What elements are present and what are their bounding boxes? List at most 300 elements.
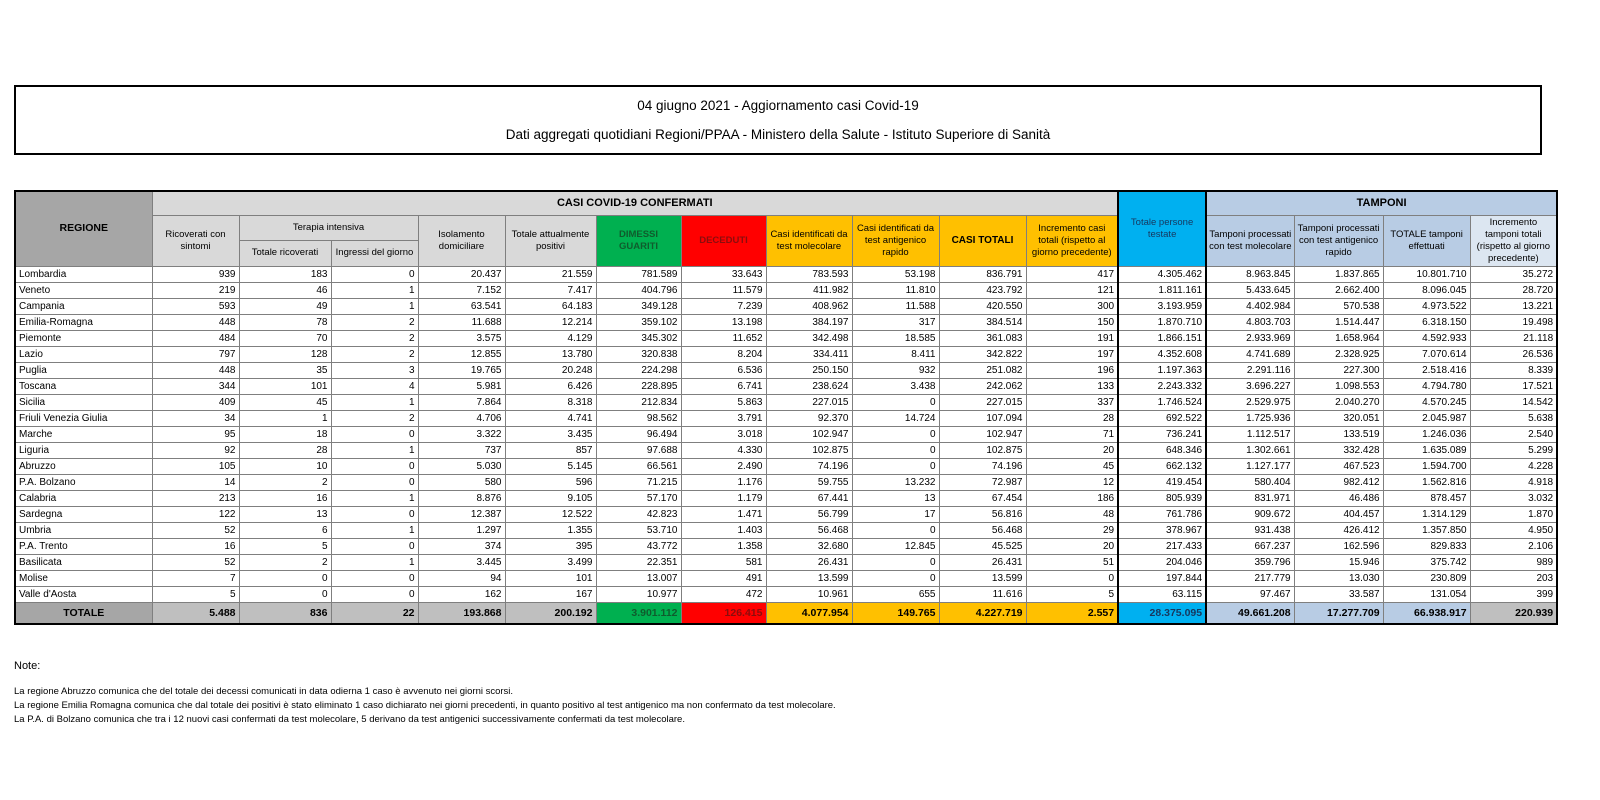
- value-cell: 18.585: [852, 330, 939, 346]
- value-cell: 349.128: [596, 298, 681, 314]
- value-cell: 1.837.865: [1294, 266, 1383, 282]
- header-tamponi-antigenico: Tamponi processati con test antigenico rapido: [1294, 216, 1383, 267]
- value-cell: 21.559: [505, 266, 596, 282]
- covid-data-table: [14, 190, 1558, 625]
- value-cell: 2.518.416: [1383, 362, 1470, 378]
- total-row: [15, 602, 1557, 624]
- value-cell: 1.355: [505, 522, 596, 538]
- value-cell: 12.387: [418, 506, 505, 522]
- value-cell: 150: [1026, 314, 1118, 330]
- region-name-cell: Basilicata: [15, 554, 152, 570]
- value-cell: 580.404: [1206, 474, 1294, 490]
- table-body: [15, 266, 1557, 602]
- value-cell: 909.672: [1206, 506, 1294, 522]
- value-cell: 122: [152, 506, 239, 522]
- table-row: [15, 554, 1557, 570]
- value-cell: 56.799: [766, 506, 852, 522]
- report-title-line1: 04 giugno 2021 - Aggiornamento casi Covid-19: [637, 98, 919, 113]
- value-cell: 1.358: [681, 538, 766, 554]
- value-cell: 8.096.045: [1383, 282, 1470, 298]
- value-cell: 34: [152, 410, 239, 426]
- value-cell: 1.314.129: [1383, 506, 1470, 522]
- value-cell: 4.794.780: [1383, 378, 1470, 394]
- value-cell: 667.237: [1206, 538, 1294, 554]
- value-cell: 491: [681, 570, 766, 586]
- value-cell: 4.741.689: [1206, 346, 1294, 362]
- value-cell: 662.132: [1118, 458, 1206, 474]
- value-cell: 102.947: [939, 426, 1026, 442]
- value-cell: 238.624: [766, 378, 852, 394]
- value-cell: 932: [852, 362, 939, 378]
- value-cell: 342.498: [766, 330, 852, 346]
- value-cell: 19.765: [418, 362, 505, 378]
- value-cell: 805.939: [1118, 490, 1206, 506]
- value-cell: 49: [239, 298, 331, 314]
- table-row: [15, 266, 1557, 282]
- note-line: La regione Abruzzo comunica che del totale dei decessi comunicati in data odierna 1 caso è avvenuto nei giorni scorsi.: [14, 686, 514, 697]
- value-cell: 419.454: [1118, 474, 1206, 490]
- value-cell: 162.596: [1294, 538, 1383, 554]
- value-cell: 20.248: [505, 362, 596, 378]
- value-cell: 48: [1026, 506, 1118, 522]
- value-cell: 375.742: [1383, 554, 1470, 570]
- value-cell: 1: [331, 490, 418, 506]
- value-cell: 102.875: [939, 442, 1026, 458]
- value-cell: 12.522: [505, 506, 596, 522]
- value-cell: 1.811.161: [1118, 282, 1206, 298]
- header-ricoverati-sintomi: Ricoverati con sintomi: [152, 216, 239, 267]
- value-cell: 484: [152, 330, 239, 346]
- value-cell: 217.433: [1118, 538, 1206, 554]
- table-row: [15, 570, 1557, 586]
- value-cell: 71.215: [596, 474, 681, 490]
- value-cell: 1: [331, 394, 418, 410]
- value-cell: 64.183: [505, 298, 596, 314]
- value-cell: 2: [331, 346, 418, 362]
- value-cell: 344: [152, 378, 239, 394]
- value-cell: 3.193.959: [1118, 298, 1206, 314]
- region-name-cell: Piemonte: [15, 330, 152, 346]
- report-title-box: [14, 85, 1542, 155]
- value-cell: 320.051: [1294, 410, 1383, 426]
- value-cell: 4.228: [1470, 458, 1557, 474]
- value-cell: 448: [152, 362, 239, 378]
- value-cell: 0: [852, 426, 939, 442]
- region-name-cell: Sicilia: [15, 394, 152, 410]
- region-name-cell: Umbria: [15, 522, 152, 538]
- value-cell: 426.412: [1294, 522, 1383, 538]
- value-cell: 831.971: [1206, 490, 1294, 506]
- value-cell: 1.514.447: [1294, 314, 1383, 330]
- value-cell: 7.239: [681, 298, 766, 314]
- value-cell: 230.809: [1383, 570, 1470, 586]
- value-cell: 7.864: [418, 394, 505, 410]
- header-incremento-casi: Incremento casi totali (rispetto al giorno precedente): [1026, 216, 1118, 267]
- value-cell: 939: [152, 266, 239, 282]
- value-cell: 12.214: [505, 314, 596, 330]
- value-cell: 59.755: [766, 474, 852, 490]
- value-cell: 4.305.462: [1118, 266, 1206, 282]
- header-band-tamponi: TAMPONI: [1206, 191, 1557, 216]
- value-cell: 1.870: [1470, 506, 1557, 522]
- value-cell: 5: [152, 586, 239, 602]
- value-cell: 6.318.150: [1383, 314, 1470, 330]
- value-cell: 213: [152, 490, 239, 506]
- table-row: [15, 474, 1557, 490]
- value-cell: 989: [1470, 554, 1557, 570]
- value-cell: 7.417: [505, 282, 596, 298]
- value-cell: 4.706: [418, 410, 505, 426]
- total-value-cell: 3.901.112: [596, 602, 681, 624]
- total-value-cell: 22: [331, 602, 418, 624]
- value-cell: 242.062: [939, 378, 1026, 394]
- value-cell: 78: [239, 314, 331, 330]
- value-cell: 212.834: [596, 394, 681, 410]
- value-cell: 8.411: [852, 346, 939, 362]
- value-cell: 74.196: [939, 458, 1026, 474]
- table-row: [15, 362, 1557, 378]
- value-cell: 28: [239, 442, 331, 458]
- value-cell: 17.521: [1470, 378, 1557, 394]
- value-cell: 0: [239, 570, 331, 586]
- value-cell: 5.030: [418, 458, 505, 474]
- value-cell: 1.562.816: [1383, 474, 1470, 490]
- total-value-cell: 149.765: [852, 602, 939, 624]
- header-attualmente-positivi: Totale attualmente positivi: [505, 216, 596, 267]
- value-cell: 4.950: [1470, 522, 1557, 538]
- total-value-cell: 220.939: [1470, 602, 1557, 624]
- table-row: [15, 298, 1557, 314]
- value-cell: 404.457: [1294, 506, 1383, 522]
- value-cell: 16: [239, 490, 331, 506]
- value-cell: 11.688: [418, 314, 505, 330]
- value-cell: 581: [681, 554, 766, 570]
- header-casi-molecolare: Casi identificati da test molecolare: [766, 216, 852, 267]
- value-cell: 982.412: [1294, 474, 1383, 490]
- value-cell: 1: [331, 442, 418, 458]
- header-persone-testate: Totale persone testate: [1118, 191, 1206, 266]
- value-cell: 56.468: [766, 522, 852, 538]
- value-cell: 359.102: [596, 314, 681, 330]
- value-cell: 13.030: [1294, 570, 1383, 586]
- total-value-cell: 17.277.709: [1294, 602, 1383, 624]
- table-row: [15, 282, 1557, 298]
- value-cell: 43.772: [596, 538, 681, 554]
- value-cell: 3: [331, 362, 418, 378]
- value-cell: 857: [505, 442, 596, 458]
- value-cell: 1.197.363: [1118, 362, 1206, 378]
- value-cell: 35.272: [1470, 266, 1557, 282]
- header-deceduti: DECEDUTI: [681, 216, 766, 267]
- table-row: [15, 378, 1557, 394]
- header-dimessi-guariti: DIMESSI GUARITI: [596, 216, 681, 267]
- report-title-line2: Dati aggregati quotidiani Regioni/PPAA - Ministero della Salute - Istituto Superiore di Sanità: [505, 127, 1051, 142]
- total-value-cell: 4.227.719: [939, 602, 1026, 624]
- value-cell: 101: [239, 378, 331, 394]
- value-cell: 98.562: [596, 410, 681, 426]
- value-cell: 52: [152, 522, 239, 538]
- value-cell: 71: [1026, 426, 1118, 442]
- region-name-cell: Friuli Venezia Giulia: [15, 410, 152, 426]
- value-cell: 13.007: [596, 570, 681, 586]
- total-value-cell: 66.938.917: [1383, 602, 1470, 624]
- value-cell: 3.575: [418, 330, 505, 346]
- notes-title: Note:: [14, 660, 41, 672]
- value-cell: 22.351: [596, 554, 681, 570]
- value-cell: 593: [152, 298, 239, 314]
- value-cell: 10.977: [596, 586, 681, 602]
- value-cell: 56.468: [939, 522, 1026, 538]
- value-cell: 570.538: [1294, 298, 1383, 314]
- value-cell: 1.635.089: [1383, 442, 1470, 458]
- value-cell: 596: [505, 474, 596, 490]
- value-cell: 0: [331, 538, 418, 554]
- value-cell: 4.402.984: [1206, 298, 1294, 314]
- value-cell: 378.967: [1118, 522, 1206, 538]
- value-cell: 3.445: [418, 554, 505, 570]
- value-cell: 250.150: [766, 362, 852, 378]
- value-cell: 227.015: [766, 394, 852, 410]
- value-cell: 2.291.116: [1206, 362, 1294, 378]
- value-cell: 4.330: [681, 442, 766, 458]
- total-value-cell: 4.077.954: [766, 602, 852, 624]
- value-cell: 183: [239, 266, 331, 282]
- value-cell: 0: [331, 570, 418, 586]
- value-cell: 580: [418, 474, 505, 490]
- value-cell: 781.589: [596, 266, 681, 282]
- value-cell: 3.322: [418, 426, 505, 442]
- value-cell: 655: [852, 586, 939, 602]
- value-cell: 2: [331, 314, 418, 330]
- value-cell: 45: [1026, 458, 1118, 474]
- table-row: [15, 442, 1557, 458]
- total-value-cell: 5.488: [152, 602, 239, 624]
- value-cell: 17: [852, 506, 939, 522]
- value-cell: 9.105: [505, 490, 596, 506]
- value-cell: 19.498: [1470, 314, 1557, 330]
- value-cell: 0: [331, 506, 418, 522]
- value-cell: 56.816: [939, 506, 1026, 522]
- value-cell: 52: [152, 554, 239, 570]
- value-cell: 92: [152, 442, 239, 458]
- note-line: La regione Emilia Romagna comunica che dal totale dei positivi è stato eliminato 1 caso dichiarato nei giorni precedenti, in quanto positivo al test antigenico ma non confermato da test molecolare.: [14, 700, 836, 711]
- value-cell: 3.018: [681, 426, 766, 442]
- value-cell: 1.302.661: [1206, 442, 1294, 458]
- value-cell: 11.616: [939, 586, 1026, 602]
- value-cell: 13.198: [681, 314, 766, 330]
- value-cell: 102.947: [766, 426, 852, 442]
- value-cell: 14: [152, 474, 239, 490]
- value-cell: 67.454: [939, 490, 1026, 506]
- value-cell: 97.688: [596, 442, 681, 458]
- value-cell: 2.328.925: [1294, 346, 1383, 362]
- value-cell: 332.428: [1294, 442, 1383, 458]
- region-name-cell: Lombardia: [15, 266, 152, 282]
- value-cell: 1: [239, 410, 331, 426]
- value-cell: 5.299: [1470, 442, 1557, 458]
- value-cell: 361.083: [939, 330, 1026, 346]
- value-cell: 11.652: [681, 330, 766, 346]
- value-cell: 1.594.700: [1383, 458, 1470, 474]
- value-cell: 8.876: [418, 490, 505, 506]
- table-row: [15, 314, 1557, 330]
- value-cell: 67.441: [766, 490, 852, 506]
- value-cell: 33.587: [1294, 586, 1383, 602]
- value-cell: 1.403: [681, 522, 766, 538]
- value-cell: 0: [331, 458, 418, 474]
- region-name-cell: Sardegna: [15, 506, 152, 522]
- value-cell: 2: [331, 330, 418, 346]
- value-cell: 8.204: [681, 346, 766, 362]
- value-cell: 878.457: [1383, 490, 1470, 506]
- value-cell: 0: [852, 442, 939, 458]
- value-cell: 26.431: [766, 554, 852, 570]
- value-cell: 2.540: [1470, 426, 1557, 442]
- value-cell: 1.746.524: [1118, 394, 1206, 410]
- value-cell: 14.542: [1470, 394, 1557, 410]
- table-row: [15, 458, 1557, 474]
- value-cell: 334.411: [766, 346, 852, 362]
- value-cell: 384.197: [766, 314, 852, 330]
- value-cell: 467.523: [1294, 458, 1383, 474]
- region-name-cell: Liguria: [15, 442, 152, 458]
- region-name-cell: Marche: [15, 426, 152, 442]
- value-cell: 28.720: [1470, 282, 1557, 298]
- value-cell: 4.741: [505, 410, 596, 426]
- value-cell: 131.054: [1383, 586, 1470, 602]
- value-cell: 4.973.522: [1383, 298, 1470, 314]
- value-cell: 829.833: [1383, 538, 1470, 554]
- total-value-cell: 193.868: [418, 602, 505, 624]
- value-cell: 13.780: [505, 346, 596, 362]
- value-cell: 63.541: [418, 298, 505, 314]
- region-name-cell: Valle d'Aosta: [15, 586, 152, 602]
- value-cell: 3.499: [505, 554, 596, 570]
- value-cell: 3.032: [1470, 490, 1557, 506]
- value-cell: 5: [239, 538, 331, 554]
- value-cell: 251.082: [939, 362, 1026, 378]
- value-cell: 761.786: [1118, 506, 1206, 522]
- value-cell: 167: [505, 586, 596, 602]
- value-cell: 33.643: [681, 266, 766, 282]
- region-name-cell: Veneto: [15, 282, 152, 298]
- value-cell: 13: [239, 506, 331, 522]
- value-cell: 2: [239, 474, 331, 490]
- value-cell: 97.467: [1206, 586, 1294, 602]
- value-cell: 46.486: [1294, 490, 1383, 506]
- value-cell: 105: [152, 458, 239, 474]
- value-cell: 4.352.608: [1118, 346, 1206, 362]
- value-cell: 4.592.933: [1383, 330, 1470, 346]
- value-cell: 96.494: [596, 426, 681, 442]
- region-name-cell: P.A. Trento: [15, 538, 152, 554]
- value-cell: 1.112.517: [1206, 426, 1294, 442]
- table-row: [15, 346, 1557, 362]
- region-name-cell: P.A. Bolzano: [15, 474, 152, 490]
- value-cell: 423.792: [939, 282, 1026, 298]
- table-row: [15, 490, 1557, 506]
- value-cell: 5: [1026, 586, 1118, 602]
- value-cell: 94: [418, 570, 505, 586]
- value-cell: 4: [331, 378, 418, 394]
- table-row: [15, 586, 1557, 602]
- value-cell: 35: [239, 362, 331, 378]
- table-row: [15, 394, 1557, 410]
- value-cell: 20.437: [418, 266, 505, 282]
- value-cell: 1.176: [681, 474, 766, 490]
- value-cell: 2.490: [681, 458, 766, 474]
- value-cell: 0: [852, 522, 939, 538]
- region-name-cell: Lazio: [15, 346, 152, 362]
- value-cell: 337: [1026, 394, 1118, 410]
- value-cell: 162: [418, 586, 505, 602]
- value-cell: 7.152: [418, 282, 505, 298]
- value-cell: 737: [418, 442, 505, 458]
- value-cell: 2.040.270: [1294, 394, 1383, 410]
- value-cell: 63.115: [1118, 586, 1206, 602]
- value-cell: 4.129: [505, 330, 596, 346]
- total-value-cell: 200.192: [505, 602, 596, 624]
- value-cell: 345.302: [596, 330, 681, 346]
- value-cell: 1.471: [681, 506, 766, 522]
- value-cell: 1: [331, 554, 418, 570]
- value-cell: 5.638: [1470, 410, 1557, 426]
- header-casi-antigenico: Casi identificati da test antigenico rapido: [852, 216, 939, 267]
- value-cell: 11.810: [852, 282, 939, 298]
- value-cell: 7: [152, 570, 239, 586]
- value-cell: 0: [852, 570, 939, 586]
- value-cell: 6.536: [681, 362, 766, 378]
- table-row: [15, 506, 1557, 522]
- value-cell: 197: [1026, 346, 1118, 362]
- value-cell: 10: [239, 458, 331, 474]
- region-name-cell: Campania: [15, 298, 152, 314]
- value-cell: 420.550: [939, 298, 1026, 314]
- value-cell: 2.933.969: [1206, 330, 1294, 346]
- value-cell: 13.221: [1470, 298, 1557, 314]
- value-cell: 121: [1026, 282, 1118, 298]
- total-label-cell: TOTALE: [15, 602, 152, 624]
- value-cell: 66.561: [596, 458, 681, 474]
- value-cell: 0: [852, 458, 939, 474]
- value-cell: 4.570.245: [1383, 394, 1470, 410]
- value-cell: 1.246.036: [1383, 426, 1470, 442]
- value-cell: 2.106: [1470, 538, 1557, 554]
- value-cell: 1: [331, 282, 418, 298]
- value-cell: 51: [1026, 554, 1118, 570]
- value-cell: 217.779: [1206, 570, 1294, 586]
- value-cell: 8.963.845: [1206, 266, 1294, 282]
- value-cell: 0: [852, 554, 939, 570]
- value-cell: 197.844: [1118, 570, 1206, 586]
- value-cell: 5.863: [681, 394, 766, 410]
- value-cell: 374: [418, 538, 505, 554]
- value-cell: 2.529.975: [1206, 394, 1294, 410]
- value-cell: 404.796: [596, 282, 681, 298]
- value-cell: 317: [852, 314, 939, 330]
- value-cell: 3.438: [852, 378, 939, 394]
- total-value-cell: 126.415: [681, 602, 766, 624]
- value-cell: 6.426: [505, 378, 596, 394]
- notes-section: [14, 660, 1514, 728]
- header-isolamento: Isolamento domiciliare: [418, 216, 505, 267]
- region-name-cell: Emilia-Romagna: [15, 314, 152, 330]
- header-tamponi-molecolare: Tamponi processati con test molecolare: [1206, 216, 1294, 267]
- value-cell: 0: [331, 266, 418, 282]
- value-cell: 395: [505, 538, 596, 554]
- value-cell: 128: [239, 346, 331, 362]
- value-cell: 10.801.710: [1383, 266, 1470, 282]
